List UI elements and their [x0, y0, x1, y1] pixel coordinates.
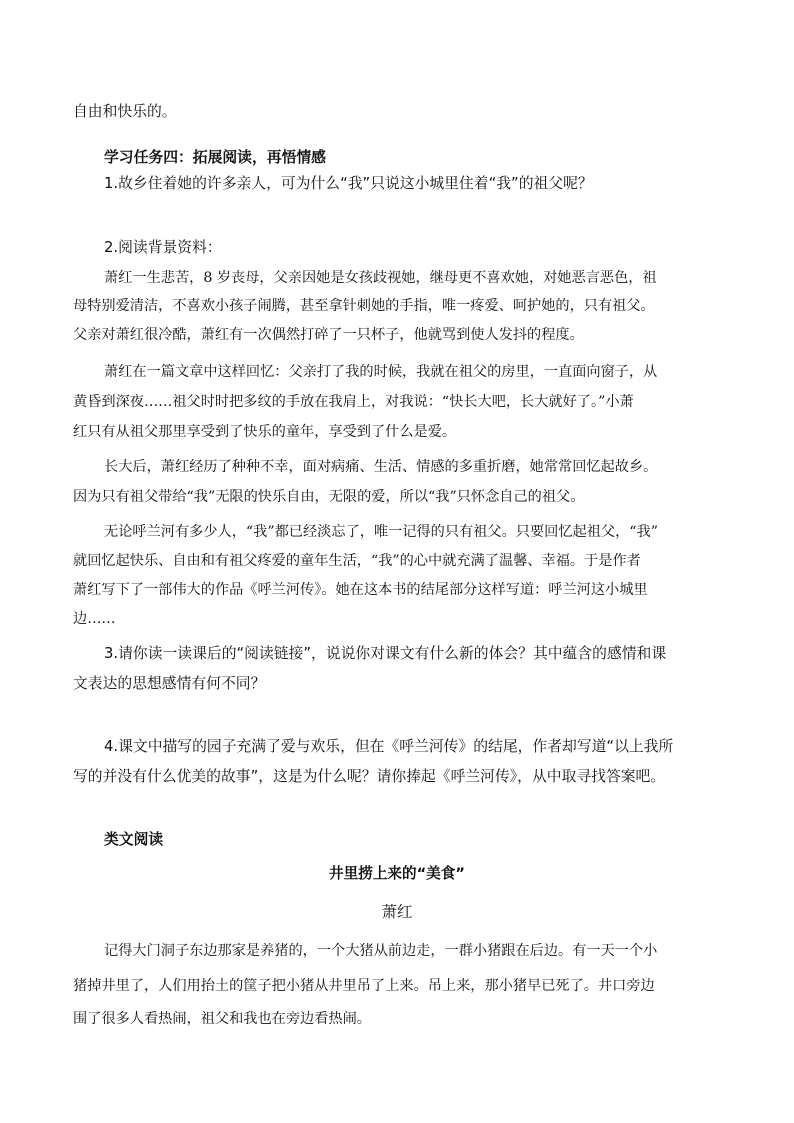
question-4-line: 4.课文中描写的园子充满了爱与欢乐，但在《呼兰河传》的结尾，作者却写道“以上我所: [104, 738, 674, 755]
background-line: 因为只有祖父带给“我”无限的快乐自由，无限的爱，所以“我”只怀念自己的祖父。: [73, 489, 585, 505]
background-line: 无论呼兰河有多少人，“我”都已经淡忘了，唯一记得的只有祖父。只要回忆起祖父，“我”: [104, 524, 658, 540]
background-line: 萧红在一篇文章中这样回忆：父亲打了我的时候，我就在祖父的房里，一直面向窗子，从: [104, 364, 658, 380]
task-four-heading: 学习任务四：拓展阅读，再悟情感: [104, 149, 326, 166]
article-author: 萧红: [381, 903, 413, 921]
background-line: 父亲对萧红很冷酷，萧红有一次偶然打碎了一只杯子，他就骂到使人发抖的程度。: [73, 327, 584, 343]
question-1: 1.故乡住着她的许多亲人，可为什么“我”只说这小城里住着“我”的祖父呢？: [104, 175, 593, 192]
article-line: 记得大门洞子东边那家是养猪的，一个大猪从前边走，一群小猪跟在后边。有一天一个小: [104, 943, 658, 959]
question-3-line: 3.请你读一读课后的“阅读链接”，说说你对课文有什么新的体会？其中蕴含的感情和课: [104, 645, 667, 662]
article-title: 井里捞上来的“美食”: [329, 865, 465, 882]
background-line: 母特别爱清洁，不喜欢小孩子闹腾，甚至拿针刺她的手指，唯一疼爱、呵护她的，只有祖父。: [73, 298, 655, 314]
question-4-line: 写的并没有什么优美的故事”，这是为什么呢？请你捧起《呼兰河传》，从中取寻找答案吧。: [73, 768, 666, 785]
related-reading-heading: 类文阅读: [104, 831, 164, 848]
question-3-line: 文表达的思想感情有何不同？: [73, 675, 266, 692]
background-line: 黄昏到深夜……祖父时时把多纹的手放在我肩上，对我说：“快长大吧，长大就好了。”小萧: [73, 394, 634, 410]
article-line: 围了很多人看热闹，祖父和我也在旁边看热闹。: [73, 1011, 371, 1027]
intro-closing-text: 自由和快乐的。: [73, 103, 177, 120]
question-2-label: 2.阅读背景资料：: [104, 239, 222, 256]
background-line: 萧红一生悲苦，8 岁丧母，父亲因她是女孩歧视她，继母更不喜欢她，对她恶言恶色，祖: [104, 270, 657, 286]
background-line: 红只有从祖父那里享受到了快乐的童年，享受到了什么是爱。: [73, 424, 457, 440]
background-line: 就回忆起快乐、自由和有祖父疼爱的童年生活，“我”的心中就充满了温馨、幸福。于是作者: [73, 553, 641, 569]
background-line: 边……: [73, 611, 116, 627]
article-line: 猪掉井里了，人们用抬土的筐子把小猪从井里吊了上来。吊上来，那小猪早已死了。井口旁边: [73, 978, 655, 994]
background-line: 长大后，萧红经历了种种不幸，面对病痛、生活、情感的多重折磨，她常常回忆起故乡。: [104, 459, 658, 475]
background-line: 萧红写下了一部伟大的作品《呼兰河传》。她在这本书的结尾部分这样写道：呼兰河这小城里: [73, 582, 648, 598]
